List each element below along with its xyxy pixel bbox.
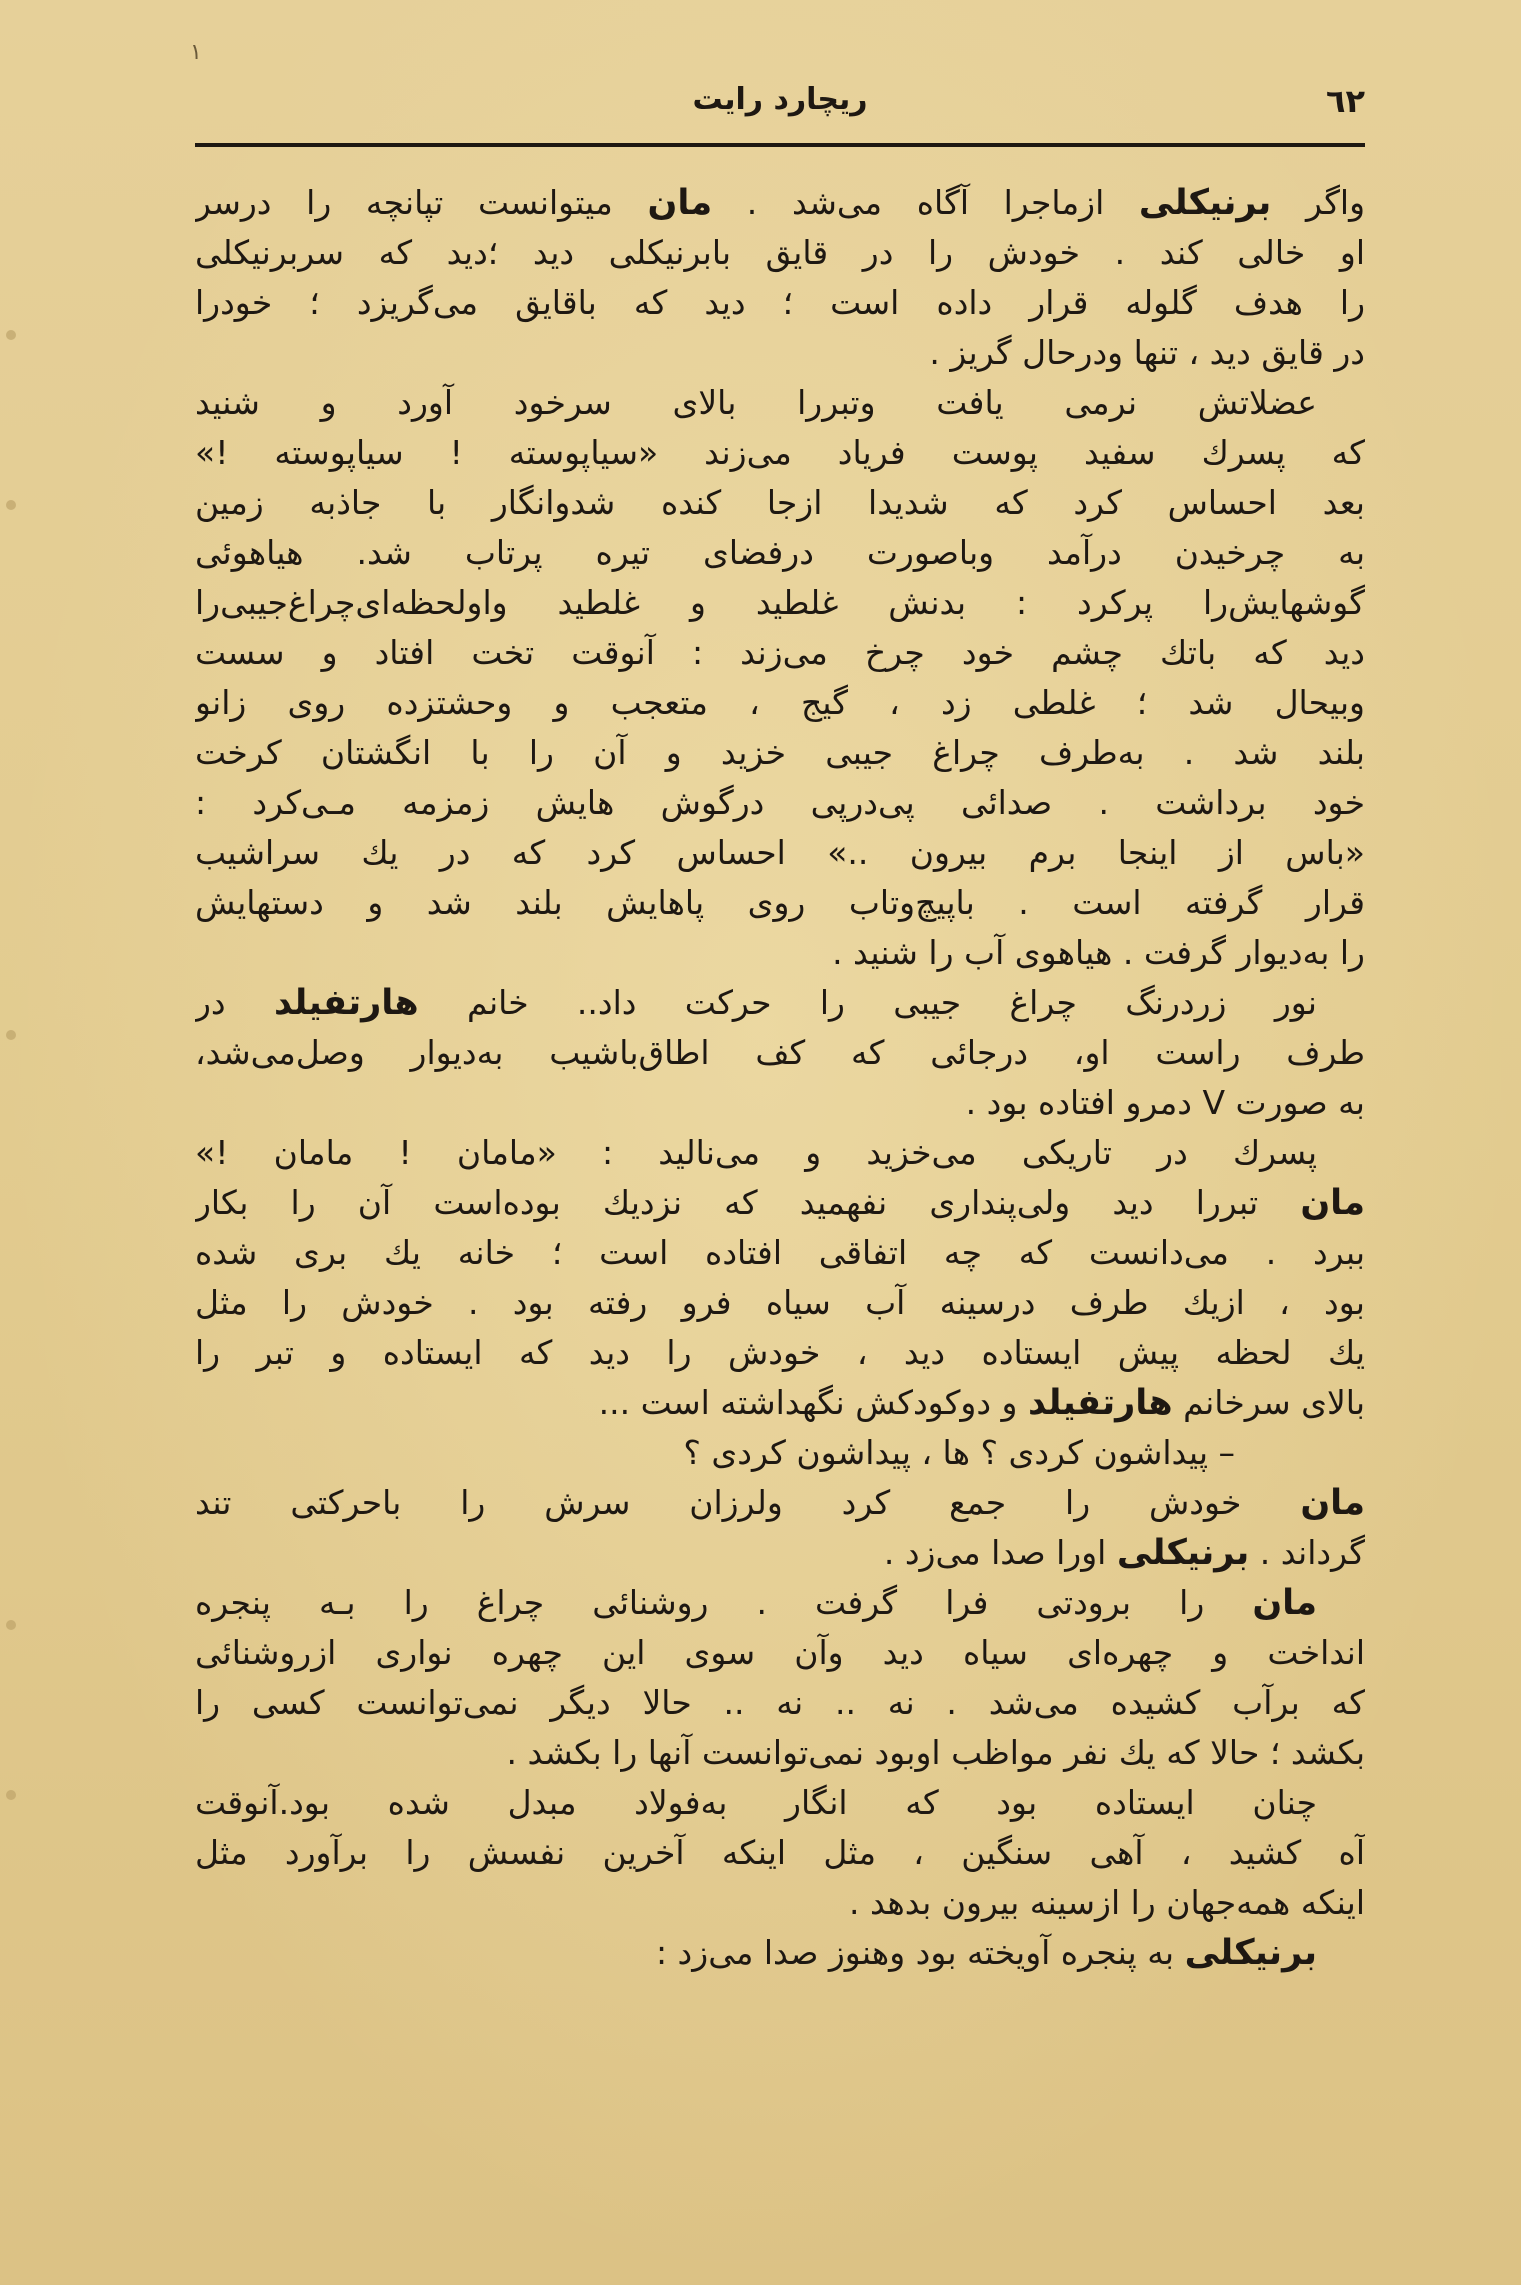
text-line	[195, 1928, 1365, 1978]
character-name: مان	[1252, 1583, 1317, 1623]
text-line	[195, 1578, 1365, 1628]
text-line	[195, 228, 1365, 278]
text-line	[195, 878, 1365, 928]
corner-mark: ۱	[190, 40, 202, 65]
text-run: و دوکودکش نگهداشته است ...	[598, 1383, 1028, 1422]
text-line	[195, 1478, 1365, 1528]
text-run: به پنجره آویخته بود وهنوز صدا می‌زد :	[655, 1933, 1185, 1972]
text-line	[195, 1078, 1365, 1128]
text-run: میتوانست تپانچه را درسر	[195, 183, 648, 222]
text-run: چنان ایستاده بود که انگار به‌فولاد مبدل شده بود.آنوقت	[195, 1783, 1317, 1822]
text-run: خودش را جمع کرد ولرزان سرش را باحرکتی تند	[195, 1483, 1301, 1522]
text-line	[195, 1428, 1365, 1478]
text-line	[195, 828, 1365, 878]
text-run: ببرد . می‌دانست که چه اتفاقی افتاده است ؛ خانه یك بری شده	[195, 1233, 1365, 1272]
text-run: بلند شد . به‌طرف چراغ جیبی خزید و آن را با انگشتان کرخت	[195, 733, 1365, 772]
text-run: اینکه همه‌جهان را ازسینه بیرون بدهد .	[849, 1883, 1365, 1922]
text-run: گوشهایش‌را پرکرد : بدنش غلطید و غلطید واولحظه‌ای‌چراغ‌جیبی‌را	[195, 583, 1365, 622]
running-title: ریچارد رایت	[692, 82, 868, 117]
text-run: در	[195, 983, 274, 1022]
text-line	[195, 1828, 1365, 1878]
text-run: اورا صدا می‌زد .	[883, 1533, 1117, 1572]
text-run: عضلاتش نرمی یافت وتبررا بالای سرخود آورد و شنید	[195, 383, 1317, 422]
text-run: که پسرك سفید پوست فریاد می‌زند «سیاپوسته ! سیاپوسته !»	[195, 433, 1365, 472]
text-run: بعد احساس کرد که شدیدا ازجا کنده شدوانگار با جاذبه زمین	[195, 483, 1365, 522]
binding-hole	[6, 1790, 16, 1800]
text-run: بالای سرخانم	[1172, 1383, 1365, 1422]
text-run: او خالی کند . خودش را در قایق بابرنیکلی دید ؛دید که سربرنیکلی	[195, 233, 1365, 272]
text-run: نور زردرنگ چراغ جیبی را حرکت داد.. خانم	[418, 983, 1317, 1022]
text-line	[195, 1528, 1365, 1578]
text-run: گرداند .	[1249, 1533, 1365, 1572]
text-line	[195, 1628, 1365, 1678]
text-line	[195, 978, 1365, 1028]
text-run: را هدف گلوله قرار داده است ؛ دید که باقایق می‌گریزد ؛ خودرا	[195, 283, 1365, 322]
binding-hole	[6, 330, 16, 340]
text-line	[195, 528, 1365, 578]
text-run: واگر	[1271, 183, 1365, 222]
text-run: را به‌دیوار گرفت . هیاهوی آب را شنید .	[832, 933, 1365, 972]
text-line	[195, 1778, 1365, 1828]
text-run: به چرخیدن درآمد وباصورت درفضای تیره پرتاب شد. هیاهوئی	[195, 533, 1365, 572]
text-run: بود ، ازیك طرف درسینه آب سیاه فرو رفته بود . خودش را مثل	[195, 1283, 1365, 1322]
text-line	[195, 1278, 1365, 1328]
text-run: تبررا دید ولی‌پنداری نفهمید که نزدیك بوده‌است آن را بکار	[195, 1183, 1301, 1222]
text-run: پسرك در تاریکی می‌خزید و می‌نالید : «مامان ! مامان !»	[195, 1133, 1317, 1172]
text-run: در قایق دید ، تنها ودرحال گریز .	[929, 333, 1365, 372]
binding-hole	[6, 500, 16, 510]
binding-hole	[6, 1620, 16, 1630]
character-name: مان	[1300, 1483, 1365, 1523]
text-run: – پیداشون کردی ؟ ها ، پیداشون کردی ؟	[683, 1433, 1235, 1472]
text-line	[195, 578, 1365, 628]
page-number: ٦٢	[1325, 82, 1365, 120]
text-run: قرار گرفته است . باپیچ‌وتاب روی پاهایش بلند شد و دستهایش	[195, 883, 1365, 922]
text-run: یك لحظه پیش ایستاده دید ، خودش را دید که ایستاده و تبر را	[195, 1333, 1365, 1372]
text-run: را برودتی فرا گرفت . روشنائی چراغ را بـه پنجره	[195, 1583, 1253, 1622]
text-run: که برآب کشیده می‌شد . نه .. نه .. حالا دیگر نمی‌توانست کسی را	[195, 1683, 1365, 1722]
text-run: دید که باتك چشم خود چرخ می‌زند : آنوقت تخت افتاد و سست	[195, 633, 1365, 672]
character-name: مان	[647, 183, 713, 223]
text-line	[195, 928, 1365, 978]
text-line	[195, 1728, 1365, 1778]
character-name: هارتفیلد	[1027, 1383, 1173, 1423]
text-line	[195, 428, 1365, 478]
text-line	[195, 1228, 1365, 1278]
text-run: «باس از اینجا برم بیرون ..» احساس کرد که در یك سراشیب	[195, 833, 1365, 872]
text-run: انداخت و چهره‌ای سیاه دید وآن سوی این چهره نواری ازروشنائی	[195, 1633, 1365, 1672]
binding-hole	[6, 1030, 16, 1040]
text-line	[195, 678, 1365, 728]
text-run: بکشد ؛ حالا که یك نفر مواظب اوبود نمی‌توانست آنها را بکشد .	[506, 1733, 1365, 1772]
text-line	[195, 1128, 1365, 1178]
character-name: هارتفیلد	[273, 983, 419, 1023]
text-run: وبیحال شد ؛ غلطی زد ، گیج ، متعجب و وحشتزده روی زانو	[195, 683, 1365, 722]
character-name: برنیکلی	[1138, 183, 1272, 223]
text-line	[195, 1028, 1365, 1078]
text-run: خود برداشت . صدائی پی‌درپی درگوش هایش زمزمه مـی‌کرد :	[195, 783, 1365, 822]
text-line	[195, 628, 1365, 678]
body-text	[195, 178, 1365, 1978]
text-line	[195, 1378, 1365, 1428]
text-run: طرف راست او، درجائی که کف اطاق‌باشیب به‌دیوار وصل‌می‌شد،	[195, 1033, 1365, 1072]
page-header	[195, 82, 1365, 142]
text-run: ازماجرا آگاه می‌شد .	[712, 183, 1139, 222]
text-line	[195, 778, 1365, 828]
character-name: مان	[1300, 1183, 1365, 1223]
header-rule	[195, 143, 1365, 147]
character-name: برنیکلی	[1116, 1533, 1250, 1573]
text-line	[195, 178, 1365, 228]
text-line	[195, 1178, 1365, 1228]
text-line	[195, 328, 1365, 378]
character-name: برنیکلی	[1184, 1933, 1317, 1973]
text-line	[195, 478, 1365, 528]
text-line	[195, 278, 1365, 328]
text-run: آه کشید ، آهی سنگین ، مثل اینکه آخرین نفسش را برآورد مثل	[195, 1833, 1365, 1872]
text-run: به صورت V دمرو افتاده بود .	[965, 1083, 1365, 1122]
text-line	[195, 378, 1365, 428]
text-line	[195, 1878, 1365, 1928]
text-line	[195, 728, 1365, 778]
text-line	[195, 1328, 1365, 1378]
text-line	[195, 1678, 1365, 1728]
